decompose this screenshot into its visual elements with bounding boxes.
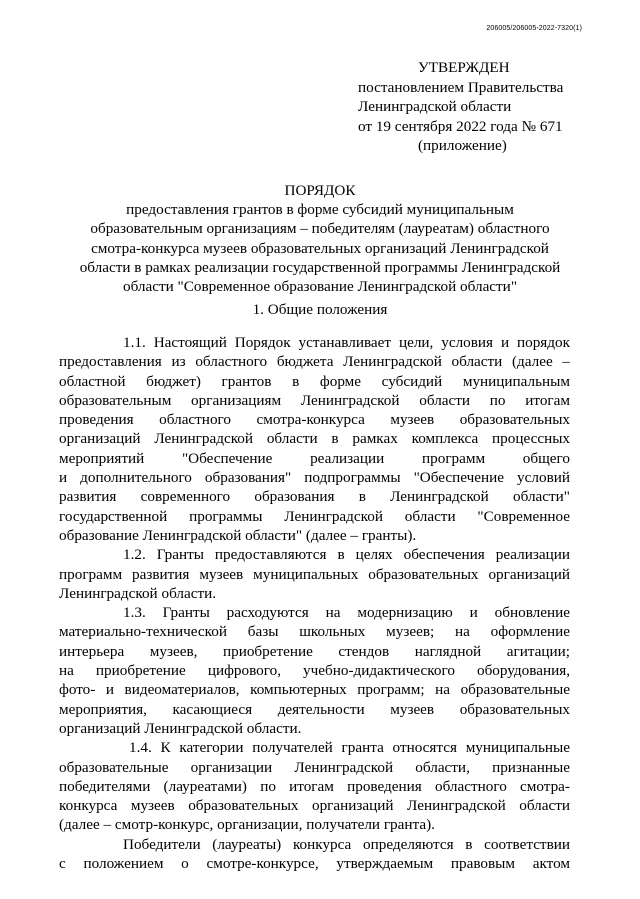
text-line: развития современного образования в Ленинградской области" xyxy=(59,488,570,506)
title-line: области "Современное образование Ленинградской области" xyxy=(122,278,518,296)
approval-line-3: Ленинградской области xyxy=(358,98,512,115)
text-line: областной бюджет) грантов в форме субсидий муниципальным xyxy=(59,372,570,390)
document-title xyxy=(60,181,580,296)
approval-line-4: от 19 сентября 2022 года № 671 xyxy=(358,117,563,135)
text-line: с положением о смотре-конкурсе, утверждаемым правовым актом xyxy=(59,855,570,873)
paragraph-winners xyxy=(59,835,570,874)
text-line: мероприятий "Обеспечение реализации программ общего xyxy=(59,449,570,467)
approval-stamp xyxy=(358,58,588,156)
text-line: государственной программы Ленинградской области "Современное xyxy=(59,507,570,525)
document-id: 206005/206005-2022-7320(1) xyxy=(486,25,582,32)
text-line: образовательным организациям Ленинградской области по итогам xyxy=(59,391,570,409)
text-line: программ развития музеев муниципальных образовательных организаций xyxy=(59,565,570,583)
text-line: 1.3. Гранты расходуются на модернизацию и обновление xyxy=(123,604,570,622)
text-line: фото- и видеоматериалов, компьютерных программ; на образовательные xyxy=(59,681,570,699)
text-line: организаций Ленинградской области. xyxy=(59,719,302,737)
text-line: победителями (лауреатами) по итогам проведения областного смотра- xyxy=(59,777,570,795)
approval-line-1: УТВЕРЖДЕН xyxy=(418,59,510,76)
title-line: смотра-конкурса музеев образовательных организаций Ленинградской xyxy=(91,239,549,257)
paragraph-1-3 xyxy=(59,603,570,738)
text-line: образование Ленинградской области" (далее – гранты). xyxy=(59,526,417,544)
text-line: Ленинградской области. xyxy=(59,584,217,602)
text-line: образовательные организации Ленинградской области, признанные xyxy=(59,758,570,776)
text-line: предоставления из областного бюджета Ленинградской области (далее – xyxy=(59,353,570,371)
paragraph-1-4 xyxy=(59,738,570,834)
text-line: проведения областного смотра-конкурса музеев образовательных xyxy=(59,411,570,429)
paragraph-1-2 xyxy=(59,545,570,603)
approval-line-2: постановлением Правительства xyxy=(358,78,564,96)
text-line: и дополнительного образования" подпрограммы "Обеспечение условий xyxy=(59,469,570,487)
text-line: на приобретение цифрового, учебно-дидактического оборудования, xyxy=(59,662,570,680)
title-line: образовательным организациям – победителям (лауреатам) областного xyxy=(90,220,550,238)
document-body xyxy=(59,333,570,873)
paragraph-1-1 xyxy=(59,333,570,545)
text-line: организаций Ленинградской области в рамках комплекса процессных xyxy=(59,430,570,448)
text-line: 1.4. К категории получателей гранта относятся муниципальные xyxy=(129,739,570,757)
text-line: мероприятия, касающиеся деятельности музеев образовательных xyxy=(59,700,570,718)
title-line: области в рамках реализации государственной программы Ленинградской xyxy=(79,258,561,276)
text-line: материально-технической базы школьных музеев; на оформление xyxy=(59,623,570,641)
title-line: предоставления грантов в форме субсидий муниципальным xyxy=(126,201,514,219)
text-line: Победители (лауреаты) конкурса определяются в соответствии xyxy=(123,835,570,853)
section-heading: 1. Общие положения xyxy=(252,301,388,318)
text-line: конкурса музеев образовательных организаций Ленинградской области xyxy=(59,797,570,815)
text-line: 1.2. Гранты предоставляются в целях обеспечения реализации xyxy=(123,546,570,564)
text-line: интерьера музеев, приобретение стендов наглядной агитации; xyxy=(59,642,570,660)
text-line: 1.1. Настоящий Порядок устанавливает цели, условия и порядок xyxy=(123,334,570,351)
approval-line-5: (приложение) xyxy=(418,137,507,154)
text-line: (далее – смотр-конкурс, организации, получатели гранта). xyxy=(59,816,435,834)
title-heading: ПОРЯДОК xyxy=(284,182,356,199)
